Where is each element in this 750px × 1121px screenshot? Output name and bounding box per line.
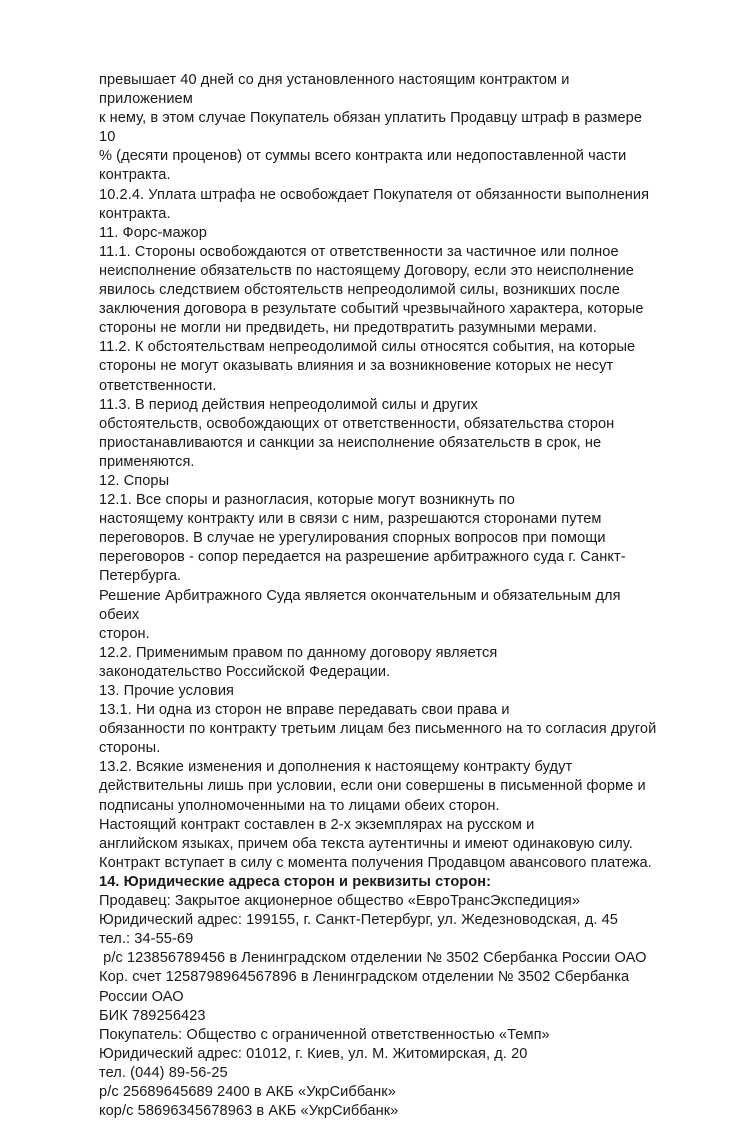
document-line: Продавец: Закрытое акционерное общество «ЕвроТрансЭкспедиция» [99,893,581,910]
document-line: Петербурга. [99,568,182,585]
document-line: контракта. [99,205,171,222]
document-line: стороны не могли ни предвидеть, ни предотвратить разумными мерами. [99,320,597,337]
document-line: 11. Форс-мажор [99,224,207,241]
document-line: России ОАО [99,988,184,1005]
document-line: Кор. счет 1258798964567896 в Ленинградском отделении № 3502 Сбербанка [99,969,630,986]
document-line: стороны не могут оказывать влияния и за возникновение которых не несут [99,358,614,375]
document-line: обязанности по контракту третьим лицам без письменного на то согласия другой [99,721,657,738]
document-line: БИК 789256423 [99,1007,206,1024]
document-line: 12. Споры [99,472,170,489]
document-line: 11.1. Стороны освобождаются от ответственности за частичное или полное [99,243,619,260]
document-line: 14. Юридические адреса сторон и реквизиты сторон: [99,873,492,890]
document-line: кор/с 58696345678963 в АКБ «УкрСиббанк» [99,1103,399,1120]
document-line: контракта. [99,167,171,184]
document-line: применяются. [99,453,195,470]
document-line: Настоящий контракт составлен в 2-х экземплярах на русском и [99,816,535,833]
document-line: ответственности. [99,377,217,394]
document-line: сторон. [99,625,150,642]
document-line: неисполнение обязательств по настоящему Договору, если это неисполнение [99,262,634,279]
document-line: тел.: 34-55-69 [99,931,194,948]
document-line: явилось следствием обстоятельств непреодолимой силы, возникших после [99,282,620,299]
document-line: обстоятельств, освобождающих от ответственности, обязательства сторон [99,415,615,432]
document-line: действительны лишь при условии, если они совершены в письменной форме и [99,778,646,795]
document-line: 12.2. Применимым правом по данному договору является [99,644,498,661]
document-line: английском языках, причем оба текста аутентичны и имеют одинаковую силу. [99,835,633,852]
document-line: Контракт вступает в силу с момента получения Продавцом авансового платежа. [99,854,652,871]
document-line: 13.1. Ни одна из сторон не вправе передавать свои права и [99,702,510,719]
document-line: 13. Прочие условия [99,683,235,699]
document-line: к нему, в этом случае Покупатель обязан уплатить Продавцу штраф в размере 10 [99,110,647,146]
document-line: 11.2. К обстоятельствам непреодолимой силы относятся события, на которые [99,339,636,356]
document-line: переговоров. В случае не урегулирования спорных вопросов при помощи [99,530,606,547]
document-line: законодательство Российской Федерации. [99,663,391,680]
document-line: Юридический адрес: 199155, г. Санкт-Петербург, ул. Жедезноводская, д. 45 [99,912,618,929]
document-line: 13.2. Всякие изменения и дополнения к настоящему контракту будут [99,759,573,776]
document-line: 10.2.4. Уплата штрафа не освобождает Покупателя от обязанности выполнения [99,186,650,203]
document-line: Покупатель: Общество с ограниченной ответственностью «Темп» [99,1026,550,1043]
document-line: р/с 25689645689 2400 в АКБ «УкрСиббанк» [99,1083,396,1100]
document-line: подписаны уполномоченными на то лицами обеих сторон. [99,797,500,814]
document-line: 12.1. Все споры и разногласия, которые могут возникнуть по [99,492,515,509]
document-line: Юридический адрес: 01012, г. Киев, ул. М. Житомирская, д. 20 [99,1045,528,1062]
document-line: превышает 40 дней со дня установленного настоящим контрактом и приложением [99,72,574,108]
document-line: тел. (044) 89-56-25 [99,1064,228,1081]
document-line: переговоров - сопор передается на разрешение арбитражного суда г. Санкт- [99,549,626,566]
document-line: настоящему контракту или в связи с ним, разрешаются сторонами путем [99,511,602,528]
document-line: % (десяти проценов) от суммы всего контракта или недопоставленной части [99,148,627,165]
document-line: стороны. [99,740,161,757]
document-line: приостанавливаются и санкции за неисполнение обязательств в срок, не [99,434,602,451]
document-line: 11.3. В период действия непреодолимой силы и других [99,396,478,413]
document-line: Решение Арбитражного Суда является окончательным и обязательным для обеих [99,587,625,623]
document-line: р/с 123856789456 в Ленинградском отделении № 3502 Сбербанка России ОАО [99,950,647,967]
document-line: заключения договора в результате событий чрезвычайного характера, которые [99,301,644,318]
document-text-body [99,71,661,1121]
